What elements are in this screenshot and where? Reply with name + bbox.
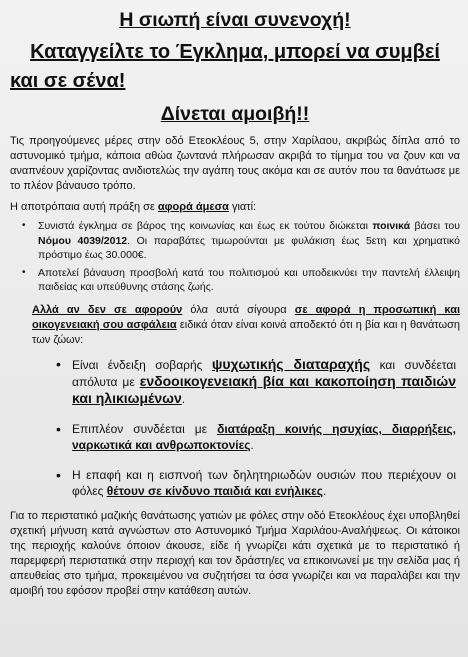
reason-text: Αποτελεί βάναυση προσβολή κατά του πολιτισμού και υποδεικνύει την παντελή έλλειψη παιδείας και υπεύθυνης στάσης ζωής.	[38, 266, 460, 293]
headline-report-crime: Καταγγείλτε το Έγκλημα, μπορεί να συμβεί	[30, 41, 440, 63]
bullet-icon: •	[56, 355, 61, 372]
list-item	[10, 266, 460, 295]
consequence-emphasis: διατάραξη κοινής ησυχίας, διαρρήξεις, ναρκωτικά και ανθρωποκτονίες	[72, 421, 456, 452]
consequence-text: και συνδέεται απόλυτα με	[72, 357, 456, 389]
safety-emphasis-2: σε αφορά η προσωπική και οικογενειακή σου ασφάλεια	[32, 303, 461, 331]
bullet-icon: •	[56, 466, 61, 483]
concern-pre: Η αποτρόπαια αυτή πράξη σε	[10, 201, 158, 213]
headline-to-you: και σε σένα!	[10, 70, 126, 92]
concern-paragraph	[10, 200, 460, 215]
reason-text: . Οι παραβάτες τιμωρούνται με φυλάκιση έως 5ετη και χρηματικό πρόστιμο έως 30.000€.	[38, 234, 460, 261]
consequence-text: Είναι ένδειξη σοβαρής	[72, 357, 212, 372]
reason-text: Συνιστά έγκλημα σε βάρος της κοινωνίας και έως εκ τούτου διώκεται	[38, 220, 373, 232]
reason-bold: ποινικά	[372, 220, 411, 232]
safety-text: ειδικά όταν είναι κοινά αποδεκτό ότι η βία και η θανάτωση των ζώων:	[32, 318, 460, 346]
consequence-text: .	[323, 483, 327, 498]
reasons-list	[10, 219, 460, 295]
list-item	[10, 467, 460, 499]
list-item	[10, 219, 460, 263]
bullet-icon: •	[56, 420, 61, 437]
intro-paragraph: Τις προηγούμενες μέρες στην οδό Ετεοκλέους 5, στην Χαρίλαου, ακριβώς δίπλα από το αστυνομικό τμήμα, κάποια αθώα ζωντανά πλήρωσαν ακριβά το τίμημα του να ζουν και να αναπνέουν χαρίζοντας ανιδιοτελώς την αγάπη τους ακόμα και σε αυτόν που τα θανάτωσε με το πλέον βάναυσο τρόπο.	[10, 135, 460, 192]
concern-emphasis: αφορά άμεσα	[157, 201, 229, 213]
bullet-icon: •	[22, 220, 26, 231]
safety-paragraph	[32, 303, 460, 348]
list-item	[10, 421, 460, 453]
consequence-text: .	[250, 437, 254, 452]
concern-post: γιατί:	[228, 201, 257, 213]
consequence-emphasis: ψυχωτικής διαταραχής	[211, 355, 371, 372]
reason-text: βάσει του	[410, 220, 460, 232]
consequence-text: Επιπλέον συνδέεται με	[72, 421, 218, 436]
consequence-emphasis: ενδοοικογενειακή βία και κακοποίηση παιδιών και ηλικιωμένων	[72, 372, 456, 406]
law-reference: Νόμου 4039/2012	[38, 234, 128, 247]
headline-silence: Η σιωπή είναι συνενοχή!	[119, 9, 351, 31]
bullet-icon: •	[22, 266, 26, 278]
consequences-list	[10, 356, 460, 499]
list-item	[10, 356, 460, 407]
safety-text: όλα αυτά σίγουρα	[182, 303, 295, 316]
closing-paragraph: Για το περιστατικό μαζικής θανάτωσης γατιών με φόλες στην οδό Ετεοκλέους έχει υποβληθεί σχετική μήνυση κατά αγνώστων στο Αστυνομικό Τμήμα Χαριλάου-Αναλήψεως. Οι κάτοικοι της περιοχής καλούνε όποιον άκουσε, είδε ή γνωρίζει κάτι σχετικά με το περιστατικό ή παρεμφερή περιστατικά στην περιοχή και τον δράστη/ες να επικοινωνεί με την σελίδα μας ή απευθείας στο τμήμα, προκειμένου να συζητήσει τα όσα γνωρίζει και να παραλάβει και την αμοιβή του εφόσον προβεί στην κατάθεση αυτών.	[10, 509, 460, 597]
safety-emphasis-1: Αλλά αν δεν σε αφορούν	[32, 303, 183, 316]
headline-reward: Δίνεται αμοιβή!!	[160, 103, 310, 125]
consequence-emphasis: θέτουν σε κίνδυνο παιδιά και ενήλικες	[106, 483, 324, 498]
consequence-text: Η επαφή και η εισπνοή των δηλητηριωδών ουσιών που περιέχουν οι φόλες	[72, 467, 456, 498]
consequence-text: .	[181, 391, 186, 406]
